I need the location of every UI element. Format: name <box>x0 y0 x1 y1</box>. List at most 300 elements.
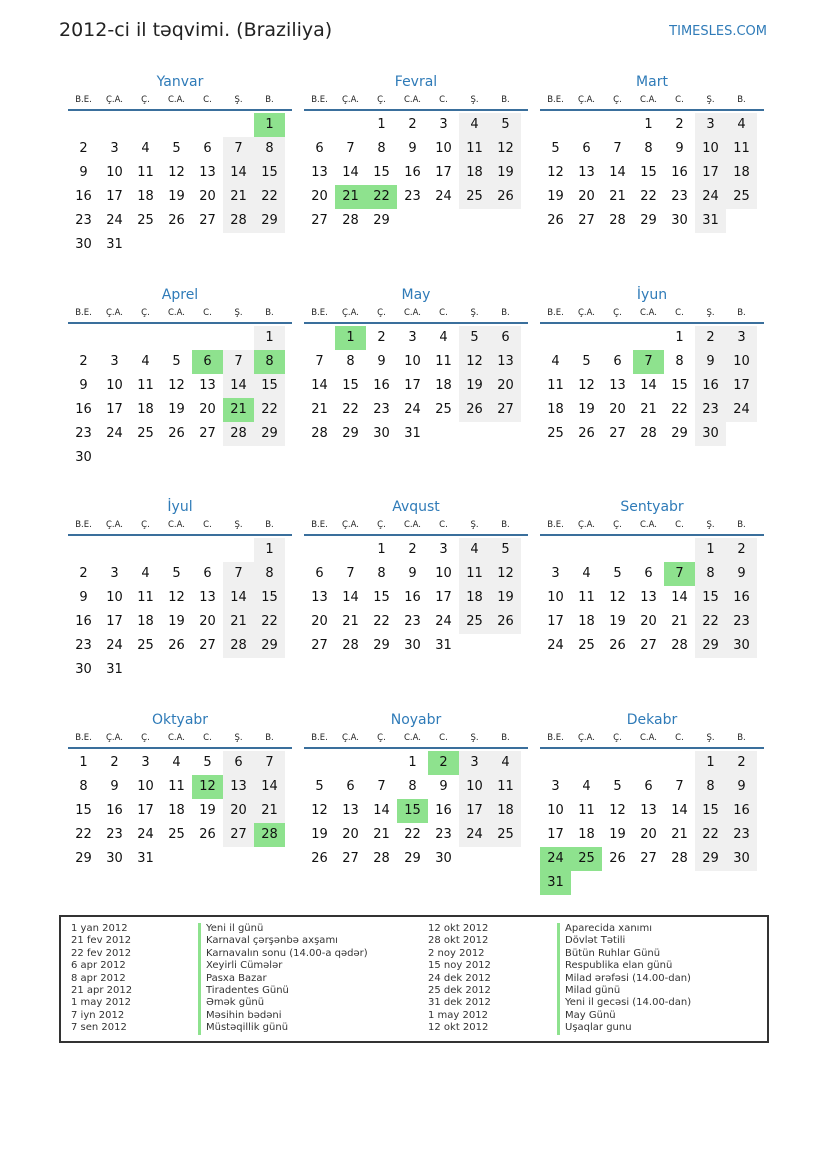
day-cell: 21 <box>609 189 626 204</box>
day-cell: 3 <box>110 141 119 156</box>
day-cell: 15 <box>373 590 390 605</box>
day-cell: 21 <box>223 185 254 209</box>
weekday-label: B.E. <box>547 733 564 743</box>
day-cell: 29 <box>254 634 285 658</box>
day-cell: 30 <box>75 662 92 677</box>
day-cell: 9 <box>79 165 88 180</box>
day-cell: 28 <box>640 426 657 441</box>
holiday-day: 25 <box>571 847 602 871</box>
legend-item: 31 dek 2012 <box>428 997 491 1009</box>
day-cell: 12 <box>168 165 185 180</box>
weekday-label: C. <box>439 95 448 105</box>
month-name: İyun <box>636 287 668 303</box>
day-cell: 2 <box>408 117 417 132</box>
day-cell: 9 <box>110 779 119 794</box>
legend-item: Müstəqillik günü <box>198 1022 368 1034</box>
empty-cell <box>130 538 161 562</box>
empty-cell <box>192 113 223 137</box>
weekday-header <box>68 517 292 536</box>
day-cell: 9 <box>79 590 88 605</box>
legend-item: Karnaval çərşənbə axşamı <box>198 935 368 947</box>
legend-item: 21 fev 2012 <box>71 935 132 947</box>
day-cell: 24 <box>404 402 421 417</box>
weekday-label: B.E. <box>311 520 328 530</box>
day-cell: 23 <box>695 398 726 422</box>
day-cell: 2 <box>79 566 88 581</box>
site-link[interactable]: TIMESLES.COM <box>669 24 767 39</box>
empty-cell <box>633 326 664 350</box>
empty-cell <box>571 751 602 775</box>
empty-cell <box>602 326 633 350</box>
day-cell: 17 <box>106 614 123 629</box>
weekday-label: C. <box>203 520 212 530</box>
legend-item: 1 may 2012 <box>428 1009 488 1021</box>
day-cell: 10 <box>435 141 452 156</box>
holiday-day: 31 <box>540 871 571 895</box>
weekday-label: Ç.A. <box>341 95 359 105</box>
day-cell: 17 <box>106 189 123 204</box>
weekday-label: B. <box>737 520 746 530</box>
day-cell: 5 <box>315 779 324 794</box>
weekday-header <box>540 730 764 749</box>
weekday-label: Ç. <box>377 520 386 530</box>
empty-cell <box>335 751 366 775</box>
day-cell: 17 <box>435 590 452 605</box>
day-cell: 28 <box>342 638 359 653</box>
day-cell: 19 <box>490 161 521 185</box>
day-cell: 18 <box>547 402 564 417</box>
holiday-day: 21 <box>335 185 366 209</box>
day-cell: 13 <box>342 803 359 818</box>
weekday-label: Ç.A. <box>105 520 123 530</box>
empty-cell <box>602 113 633 137</box>
day-cell: 14 <box>609 165 626 180</box>
weekday-label: C.A. <box>403 733 421 743</box>
day-cell: 7 <box>315 354 324 369</box>
weekday-label: B. <box>501 308 510 318</box>
day-cell: 25 <box>137 638 154 653</box>
day-cell: 30 <box>373 426 390 441</box>
day-cell: 31 <box>435 638 452 653</box>
day-cell: 16 <box>75 614 92 629</box>
day-cell: 5 <box>582 354 591 369</box>
empty-cell <box>335 538 366 562</box>
legend-item: 22 fev 2012 <box>71 947 132 959</box>
day-cell: 4 <box>551 354 560 369</box>
empty-cell <box>664 751 695 775</box>
day-cell: 10 <box>695 137 726 161</box>
weekday-label: B.E. <box>311 95 328 105</box>
day-cell: 20 <box>199 614 216 629</box>
empty-cell <box>223 326 254 350</box>
day-cell: 22 <box>254 398 285 422</box>
day-cell: 22 <box>404 827 421 842</box>
day-cell: 30 <box>695 422 726 446</box>
weekday-label: B.E. <box>75 95 92 105</box>
day-cell: 26 <box>490 185 521 209</box>
weekday-label: Ş. <box>234 520 243 530</box>
day-cell: 6 <box>203 566 212 581</box>
day-cell: 1 <box>408 755 417 770</box>
weekday-label: Ş. <box>706 733 715 743</box>
day-cell: 14 <box>342 590 359 605</box>
day-cell: 26 <box>199 827 216 842</box>
day-cell: 21 <box>640 402 657 417</box>
day-cell: 1 <box>675 330 684 345</box>
empty-cell <box>161 538 192 562</box>
weekday-label: B.E. <box>311 308 328 318</box>
day-cell: 26 <box>168 638 185 653</box>
weekday-label: Ç. <box>613 308 622 318</box>
day-cell: 12 <box>490 562 521 586</box>
day-cell: 30 <box>106 851 123 866</box>
day-cell: 10 <box>106 378 123 393</box>
weekday-label: C. <box>675 520 684 530</box>
weekday-label: B. <box>737 308 746 318</box>
day-cell: 27 <box>342 851 359 866</box>
weekday-header <box>540 517 764 536</box>
weekday-label: Ş. <box>470 95 479 105</box>
day-cell: 22 <box>254 185 285 209</box>
day-cell: 13 <box>640 803 657 818</box>
weekday-label: Ş. <box>470 308 479 318</box>
weekday-header <box>304 730 528 749</box>
weekday-label: Ç.A. <box>341 308 359 318</box>
day-cell: 2 <box>726 751 757 775</box>
day-cell: 28 <box>223 209 254 233</box>
day-cell: 18 <box>726 161 757 185</box>
day-cell: 25 <box>137 426 154 441</box>
month-3 <box>540 72 764 233</box>
day-cell: 5 <box>459 326 490 350</box>
day-cell: 1 <box>377 542 386 557</box>
day-cell: 25 <box>459 185 490 209</box>
day-cell: 31 <box>137 851 154 866</box>
weekday-label: Ç. <box>613 95 622 105</box>
empty-cell <box>161 326 192 350</box>
day-cell: 3 <box>141 755 150 770</box>
day-cell: 6 <box>582 141 591 156</box>
month-6 <box>540 285 764 446</box>
day-cell: 6 <box>315 566 324 581</box>
month-name: Fevral <box>394 74 438 90</box>
weekday-label: C.A. <box>167 733 185 743</box>
day-cell: 25 <box>459 610 490 634</box>
day-cell: 12 <box>547 165 564 180</box>
holiday-day: 2 <box>428 751 459 775</box>
day-cell: 15 <box>695 586 726 610</box>
weekday-label: B.E. <box>75 308 92 318</box>
day-cell: 15 <box>695 799 726 823</box>
day-cell: 13 <box>199 378 216 393</box>
month-name: Oktyabr <box>151 712 209 728</box>
legend-item: Yeni il günü <box>198 923 368 935</box>
holiday-day: 7 <box>664 562 695 586</box>
day-cell: 31 <box>106 237 123 252</box>
day-cell: 13 <box>199 590 216 605</box>
day-cell: 21 <box>311 402 328 417</box>
day-cell: 16 <box>726 799 757 823</box>
month-name: Sentyabr <box>620 499 684 515</box>
day-cell: 6 <box>644 779 653 794</box>
empty-cell <box>68 538 99 562</box>
day-cell: 14 <box>373 803 390 818</box>
weekday-label: C.A. <box>403 520 421 530</box>
day-cell: 28 <box>609 213 626 228</box>
day-cell: 18 <box>459 161 490 185</box>
legend-item: Karnavalın sonu (14.00-a qədər) <box>198 948 368 960</box>
day-cell: 11 <box>137 590 154 605</box>
day-cell: 10 <box>106 590 123 605</box>
day-grid <box>540 326 764 446</box>
day-cell: 1 <box>695 538 726 562</box>
empty-cell <box>68 113 99 137</box>
day-cell: 20 <box>342 827 359 842</box>
day-cell: 5 <box>613 779 622 794</box>
day-cell: 17 <box>695 161 726 185</box>
weekday-label: C.A. <box>639 95 657 105</box>
day-cell: 20 <box>640 614 657 629</box>
day-cell: 15 <box>640 165 657 180</box>
day-cell: 11 <box>578 590 595 605</box>
day-cell: 30 <box>671 213 688 228</box>
day-cell: 23 <box>373 402 390 417</box>
weekday-header <box>68 730 292 749</box>
day-cell: 4 <box>490 751 521 775</box>
day-cell: 19 <box>168 614 185 629</box>
day-cell: 8 <box>346 354 355 369</box>
day-cell: 20 <box>490 374 521 398</box>
weekday-label: B. <box>265 733 274 743</box>
day-cell: 29 <box>254 209 285 233</box>
month-7 <box>68 497 292 682</box>
day-cell: 8 <box>644 141 653 156</box>
weekday-label: B.E. <box>311 733 328 743</box>
day-cell: 16 <box>75 402 92 417</box>
day-cell: 17 <box>137 803 154 818</box>
day-cell: 6 <box>203 141 212 156</box>
month-name: May <box>401 287 431 303</box>
day-grid <box>540 113 764 233</box>
empty-cell <box>633 751 664 775</box>
day-cell: 2 <box>695 326 726 350</box>
holiday-day: 1 <box>254 113 285 137</box>
day-cell: 1 <box>377 117 386 132</box>
day-cell: 12 <box>609 590 626 605</box>
legend-item: Milad ərəfəsi (14.00-dan) <box>557 973 691 985</box>
day-cell: 23 <box>726 610 757 634</box>
day-cell: 5 <box>490 538 521 562</box>
page-title: 2012-ci il təqvimi. (Braziliya) <box>59 19 333 41</box>
day-cell: 27 <box>223 823 254 847</box>
legend-item: Milad günü <box>557 985 691 997</box>
day-cell: 27 <box>609 426 626 441</box>
day-cell: 30 <box>75 450 92 465</box>
month-name: İyul <box>167 499 193 515</box>
day-cell: 26 <box>609 851 626 866</box>
day-cell: 29 <box>75 851 92 866</box>
day-cell: 10 <box>137 779 154 794</box>
day-grid <box>68 538 292 682</box>
day-cell: 5 <box>551 141 560 156</box>
day-cell: 15 <box>254 586 285 610</box>
day-cell: 3 <box>110 354 119 369</box>
empty-cell <box>335 113 366 137</box>
day-cell: 6 <box>315 141 324 156</box>
holiday-day: 21 <box>223 398 254 422</box>
day-cell: 18 <box>137 402 154 417</box>
day-cell: 27 <box>199 426 216 441</box>
day-cell: 16 <box>695 374 726 398</box>
day-cell: 26 <box>547 213 564 228</box>
day-cell: 22 <box>695 823 726 847</box>
holiday-day: 1 <box>335 326 366 350</box>
day-cell: 25 <box>547 426 564 441</box>
day-cell: 27 <box>199 213 216 228</box>
day-cell: 12 <box>168 590 185 605</box>
day-cell: 12 <box>490 137 521 161</box>
day-cell: 1 <box>644 117 653 132</box>
day-cell: 31 <box>695 209 726 233</box>
day-cell: 9 <box>377 354 386 369</box>
day-cell: 12 <box>168 378 185 393</box>
day-cell: 25 <box>578 638 595 653</box>
day-cell: 18 <box>459 586 490 610</box>
holiday-day: 15 <box>397 799 428 823</box>
day-cell: 24 <box>726 398 757 422</box>
day-cell: 16 <box>435 803 452 818</box>
day-cell: 16 <box>404 165 421 180</box>
weekday-label: C. <box>203 733 212 743</box>
day-cell: 11 <box>490 775 521 799</box>
weekday-label: C.A. <box>639 520 657 530</box>
day-cell: 11 <box>459 562 490 586</box>
day-cell: 24 <box>106 213 123 228</box>
day-cell: 17 <box>547 827 564 842</box>
day-cell: 28 <box>223 422 254 446</box>
weekday-label: B. <box>265 308 274 318</box>
legend-dates-1 <box>71 923 132 1035</box>
day-cell: 30 <box>435 851 452 866</box>
day-cell: 30 <box>75 237 92 252</box>
day-grid <box>68 113 292 257</box>
day-cell: 25 <box>726 185 757 209</box>
legend-item: Dövlət Tətili <box>557 935 691 947</box>
legend-names-2 <box>557 923 691 1035</box>
empty-cell <box>571 113 602 137</box>
empty-cell <box>304 113 335 137</box>
month-name: Yanvar <box>156 74 204 90</box>
weekday-label: Ç.A. <box>341 520 359 530</box>
weekday-label: B. <box>265 95 274 105</box>
day-cell: 2 <box>79 141 88 156</box>
empty-cell <box>192 326 223 350</box>
holiday-day: 12 <box>192 775 223 799</box>
day-cell: 22 <box>373 614 390 629</box>
day-cell: 29 <box>342 426 359 441</box>
day-cell: 27 <box>578 213 595 228</box>
weekday-label: Ç.A. <box>577 520 595 530</box>
day-cell: 10 <box>726 350 757 374</box>
day-cell: 13 <box>640 590 657 605</box>
empty-cell <box>161 113 192 137</box>
weekday-label: C. <box>439 308 448 318</box>
day-cell: 1 <box>79 755 88 770</box>
day-cell: 6 <box>613 354 622 369</box>
legend-item: Yeni il gecəsi (14.00-dan) <box>557 997 691 1009</box>
day-cell: 13 <box>609 378 626 393</box>
weekday-label: C. <box>203 308 212 318</box>
weekday-label: Ş. <box>706 308 715 318</box>
day-cell: 29 <box>404 851 421 866</box>
day-cell: 11 <box>578 803 595 818</box>
empty-cell <box>571 326 602 350</box>
day-cell: 14 <box>311 378 328 393</box>
day-cell: 25 <box>490 823 521 847</box>
month-2 <box>304 72 528 233</box>
day-cell: 18 <box>578 614 595 629</box>
day-cell: 3 <box>459 751 490 775</box>
day-cell: 19 <box>609 614 626 629</box>
day-cell: 29 <box>373 638 390 653</box>
day-cell: 7 <box>254 751 285 775</box>
day-cell: 24 <box>459 823 490 847</box>
day-cell: 26 <box>168 213 185 228</box>
day-cell: 28 <box>671 638 688 653</box>
day-cell: 7 <box>346 566 355 581</box>
legend-item: Respublika elan günü <box>557 960 691 972</box>
day-cell: 19 <box>490 586 521 610</box>
empty-cell <box>304 326 335 350</box>
empty-cell <box>304 751 335 775</box>
day-cell: 29 <box>695 847 726 871</box>
day-cell: 15 <box>254 374 285 398</box>
day-cell: 5 <box>172 566 181 581</box>
day-cell: 8 <box>675 354 684 369</box>
day-cell: 24 <box>106 638 123 653</box>
day-cell: 3 <box>439 542 448 557</box>
day-cell: 29 <box>254 422 285 446</box>
weekday-label: Ç. <box>613 520 622 530</box>
day-cell: 14 <box>223 374 254 398</box>
legend-item: Tiradentes Günü <box>198 985 368 997</box>
month-5 <box>304 285 528 446</box>
weekday-label: C.A. <box>639 308 657 318</box>
day-cell: 5 <box>490 113 521 137</box>
empty-cell <box>192 538 223 562</box>
weekday-label: Ç. <box>141 308 150 318</box>
day-cell: 11 <box>168 779 185 794</box>
day-cell: 10 <box>547 803 564 818</box>
day-cell: 3 <box>408 330 417 345</box>
legend-item: 24 dek 2012 <box>428 972 491 984</box>
day-cell: 4 <box>172 755 181 770</box>
day-cell: 7 <box>613 141 622 156</box>
day-cell: 23 <box>75 426 92 441</box>
day-cell: 20 <box>311 189 328 204</box>
day-cell: 8 <box>377 141 386 156</box>
legend-item: 28 okt 2012 <box>428 935 489 947</box>
weekday-header <box>68 305 292 324</box>
day-cell: 18 <box>490 799 521 823</box>
day-cell: 19 <box>547 189 564 204</box>
day-cell: 18 <box>137 189 154 204</box>
day-cell: 8 <box>408 779 417 794</box>
day-cell: 9 <box>675 141 684 156</box>
weekday-header <box>68 92 292 111</box>
weekday-header <box>304 92 528 111</box>
day-cell: 7 <box>675 779 684 794</box>
